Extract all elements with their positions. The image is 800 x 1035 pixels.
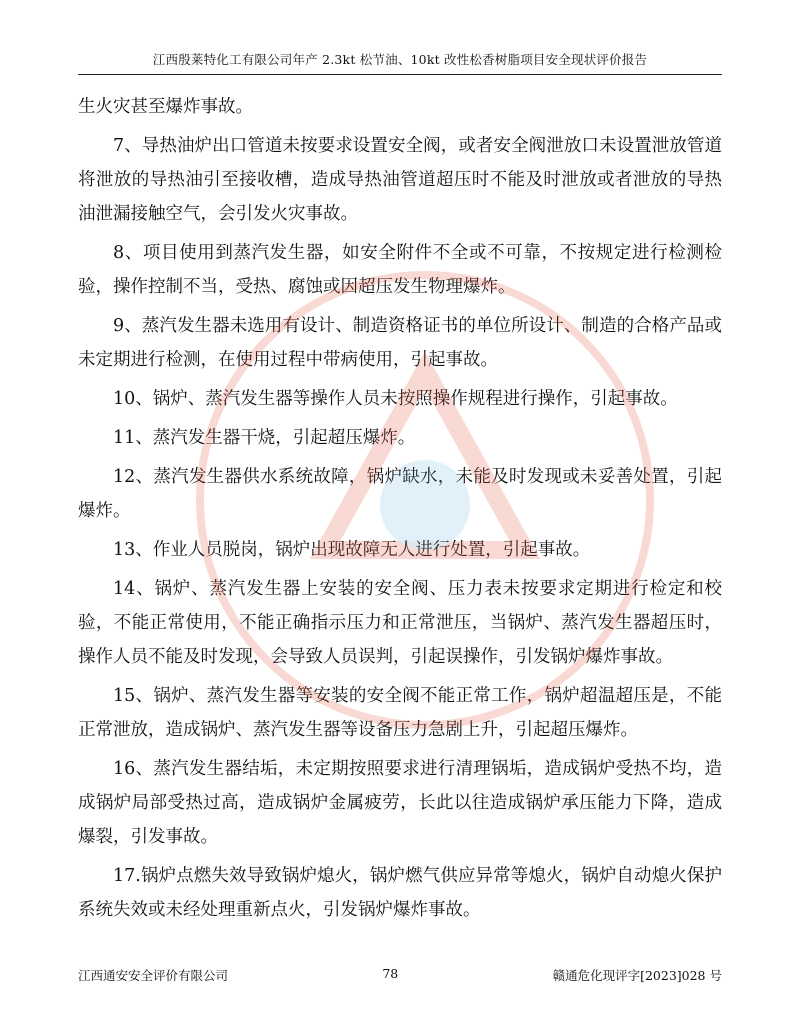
footer-page-number: 78 bbox=[382, 966, 399, 981]
footer-doc-number: 赣通危化现评字[2023]028 号 bbox=[552, 968, 722, 983]
page-header bbox=[78, 50, 722, 75]
page-footer bbox=[78, 966, 722, 984]
paragraph: 生火灾甚至爆炸事故。 bbox=[78, 97, 253, 117]
document-body bbox=[78, 90, 722, 927]
paragraph: 16、蒸汽发生器结垢，未定期按照要求进行清理锅垢，造成锅炉受热不均，造成锅炉局部受热过高，造成锅炉金属疲劳，长此以往造成锅炉承压能力下降，造成爆裂，引发事故。 bbox=[78, 759, 722, 847]
footer-company: 江西通安安全评价有限公司 bbox=[78, 968, 229, 983]
paragraph: 7、导热油炉出口管道未按要求设置安全阀，或者安全阀泄放口未设置泄放管道将泄放的导热油引至接收槽，造成导热油管道超压时不能及时泄放或者泄放的导热油泄漏接触空气，会引发火灾事故。 bbox=[78, 136, 722, 224]
paragraph: 10、锅炉、蒸汽发生器等操作人员未按照操作规程进行操作，引起事故。 bbox=[113, 389, 678, 409]
paragraph: 14、锅炉、蒸汽发生器上安装的安全阀、压力表未按要求定期进行检定和校验，不能正常使用，不能正确指示压力和正常泄压，当锅炉、蒸汽发生器超压时，操作人员不能及时发现，会导致人员误判，引起误操作，引发锅炉爆炸事故。 bbox=[78, 579, 722, 667]
header-title: 江西殷莱特化工有限公司年产 2.3kt 松节油、10kt 改性松香树脂项目安全现状评价报告 bbox=[152, 52, 648, 67]
paragraph: 13、作业人员脱岗，锅炉出现故障无人进行处置，引起事故。 bbox=[113, 540, 591, 560]
paragraph: 12、蒸汽发生器供水系统故障，锅炉缺水，未能及时发现或未妥善处置，引起爆炸。 bbox=[78, 467, 722, 521]
paragraph: 17.锅炉点燃失效导致锅炉熄火，锅炉燃气供应异常等熄火，锅炉自动熄火保护系统失效或未经处理重新点火，引发锅炉爆炸事故。 bbox=[78, 866, 722, 920]
paragraph: 15、锅炉、蒸汽发生器等安装的安全阀不能正常工作，锅炉超温超压是，不能正常泄放，造成锅炉、蒸汽发生器等设备压力急剧上升，引起超压爆炸。 bbox=[78, 686, 722, 740]
paragraph: 11、蒸汽发生器干烧，引起超压爆炸。 bbox=[113, 428, 416, 448]
paragraph: 9、蒸汽发生器未选用有设计、制造资格证书的单位所设计、制造的合格产品或未定期进行检测，在使用过程中带病使用，引起事故。 bbox=[78, 316, 722, 370]
paragraph: 8、项目使用到蒸汽发生器，如安全附件不全或不可靠，不按规定进行检测检验，操作控制不当，受热、腐蚀或因超压发生物理爆炸。 bbox=[78, 243, 722, 297]
